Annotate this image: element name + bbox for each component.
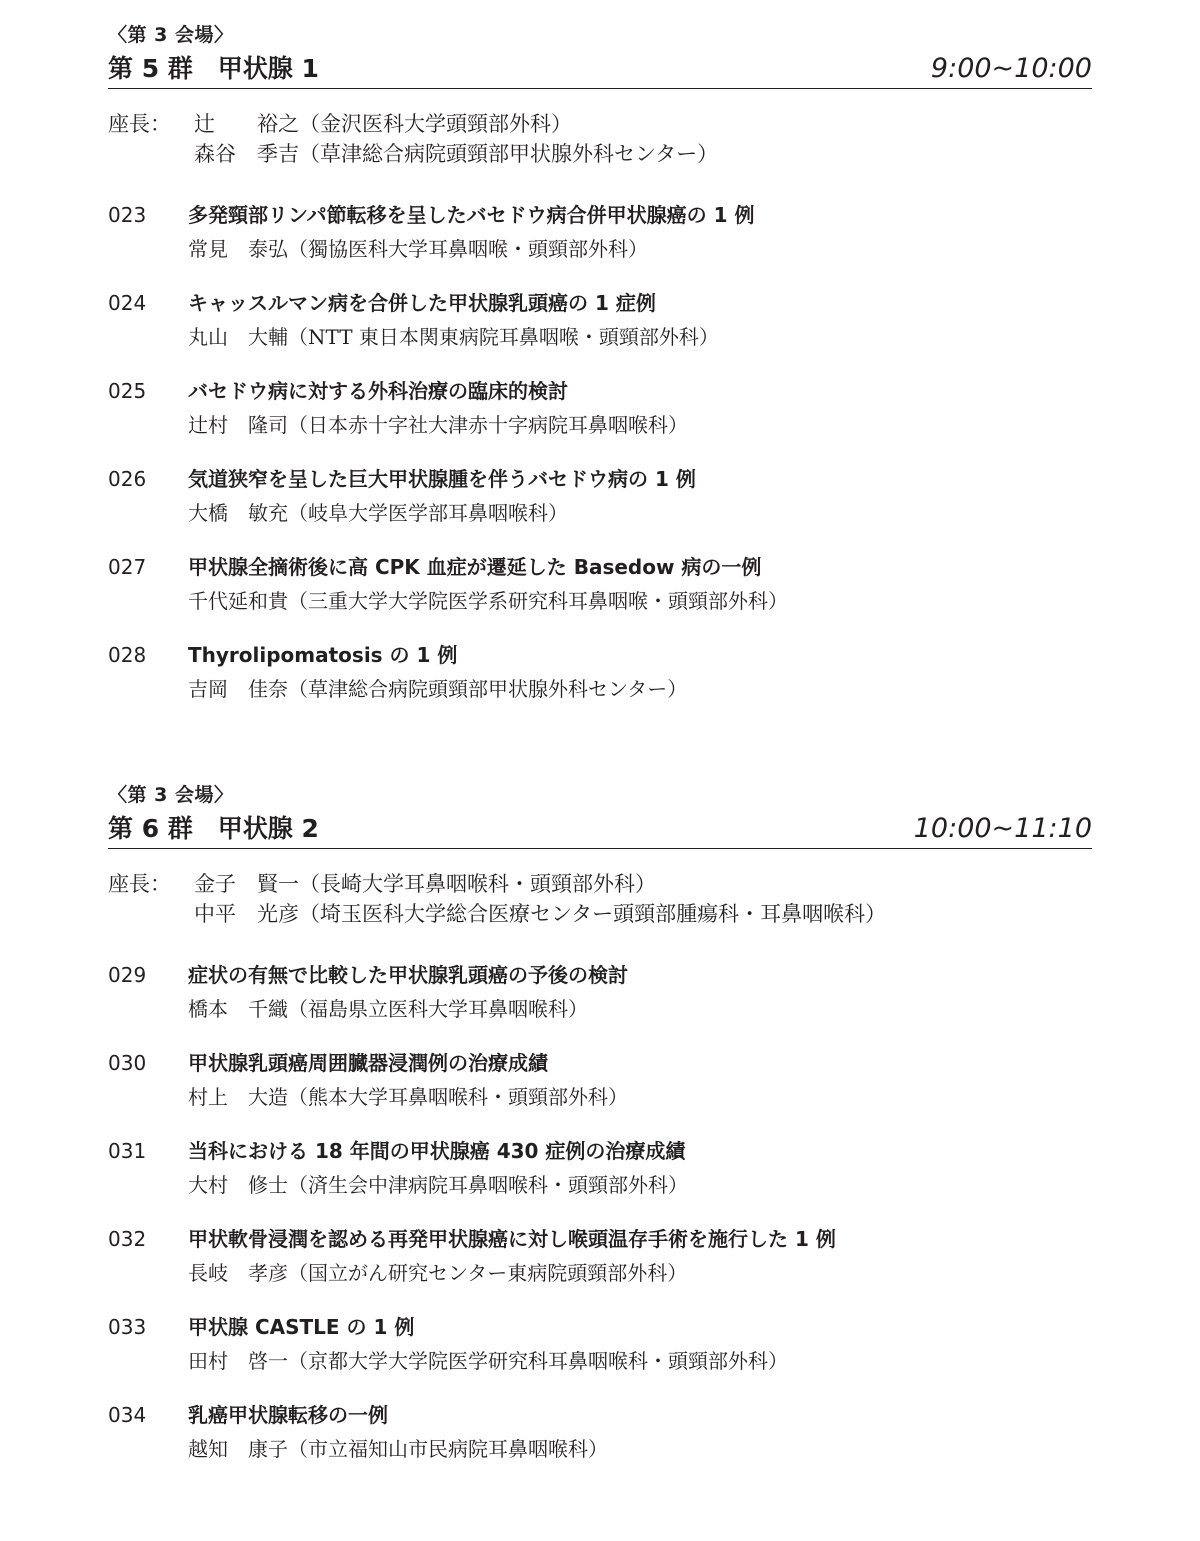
talk-title: キャッスルマン病を合併した甲状腺乳頭癌の 1 症例 [188, 291, 656, 315]
talk-item [108, 1136, 1092, 1224]
talk-author: 吉岡 佳奈（草津総合病院頭頸部甲状腺外科センター） [188, 677, 688, 701]
talk-number: 034 [108, 1403, 147, 1427]
talk-item [108, 1312, 1092, 1400]
talk-author: 越知 康子（市立福知山市民病院耳鼻咽喉科） [188, 1437, 608, 1461]
talk-number: 025 [108, 379, 147, 403]
session-time: 10:00~11:10 [913, 813, 1092, 844]
session-title: 第 5 群 甲状腺 1 [108, 54, 319, 83]
session-title: 第 6 群 甲状腺 2 [108, 814, 319, 843]
session-header [108, 48, 1092, 89]
chair-label: 座長： [108, 112, 171, 136]
venue-label: 〈第 3 会場〉 [108, 24, 234, 46]
chairperson: 金子 賢一（長崎大学耳鼻咽喉科・頭頸部外科） [194, 872, 656, 896]
talk-list [108, 200, 1092, 728]
venue-label: 〈第 3 会場〉 [108, 784, 234, 806]
talk-item [108, 960, 1092, 1048]
talk-item [108, 1048, 1092, 1136]
talk-author: 大村 修士（済生会中津病院耳鼻咽喉科・頭頸部外科） [188, 1173, 688, 1197]
talk-item [108, 200, 1092, 288]
talk-title: バセドウ病に対する外科治療の臨床的検討 [188, 379, 568, 403]
talk-item [108, 1400, 1092, 1488]
talk-number: 032 [108, 1227, 147, 1251]
talk-number: 027 [108, 555, 147, 579]
talk-author: 村上 大造（熊本大学耳鼻咽喉科・頭頸部外科） [188, 1085, 628, 1109]
talk-number: 033 [108, 1315, 147, 1339]
talk-list [108, 960, 1092, 1488]
talk-number: 024 [108, 291, 147, 315]
talk-item [108, 376, 1092, 464]
talk-title: 甲状腺乳頭癌周囲臓器浸潤例の治療成績 [188, 1051, 548, 1075]
talk-item [108, 1224, 1092, 1312]
talk-number: 031 [108, 1139, 147, 1163]
session-group-6 [108, 782, 1092, 1488]
talk-title: 甲状軟骨浸潤を認める再発甲状腺癌に対し喉頭温存手術を施行した 1 例 [188, 1227, 836, 1251]
talk-number: 029 [108, 963, 147, 987]
talk-number: 028 [108, 643, 147, 667]
talk-number: 030 [108, 1051, 147, 1075]
talk-author: 辻村 隆司（日本赤十字社大津赤十字病院耳鼻咽喉科） [188, 413, 688, 437]
talk-number: 026 [108, 467, 147, 491]
talk-title: 甲状腺全摘術後に高 CPK 血症が遷延した Basedow 病の一例 [188, 555, 762, 579]
chairperson: 中平 光彦（埼玉医科大学総合医療センター頭頸部腫瘍科・耳鼻咽喉科） [194, 902, 887, 926]
talk-author: 常見 泰弘（獨協医科大学耳鼻咽喉・頭頸部外科） [188, 237, 648, 261]
talk-title: 症状の有無で比較した甲状腺乳頭癌の予後の検討 [188, 963, 628, 987]
talk-item [108, 464, 1092, 552]
chairperson: 森谷 季吉（草津総合病院頭頸部甲状腺外科センター） [194, 142, 719, 166]
chairpersons [108, 869, 1092, 929]
talk-author: 千代延和貴（三重大学大学院医学系研究科耳鼻咽喉・頭頸部外科） [188, 589, 788, 613]
talk-title: 多発頸部リンパ節転移を呈したバセドウ病合併甲状腺癌の 1 例 [188, 203, 755, 227]
talk-number: 023 [108, 203, 147, 227]
session-group-5 [108, 22, 1092, 728]
talk-author: 田村 啓一（京都大学大学院医学研究科耳鼻咽喉科・頭頸部外科） [188, 1349, 788, 1373]
session-header [108, 808, 1092, 849]
talk-title: 気道狭窄を呈した巨大甲状腺腫を伴うバセドウ病の 1 例 [188, 467, 696, 491]
talk-title: 甲状腺 CASTLE の 1 例 [188, 1315, 415, 1339]
chairpersons [108, 109, 1092, 169]
talk-author: 大橋 敏充（岐阜大学医学部耳鼻咽喉科） [188, 501, 568, 525]
talk-author: 長岐 孝彦（国立がん研究センター東病院頭頸部外科） [188, 1261, 688, 1285]
chairperson: 辻 裕之（金沢医科大学頭頸部外科） [194, 112, 572, 136]
session-time: 9:00~10:00 [930, 53, 1092, 84]
chair-label: 座長： [108, 872, 171, 896]
talk-title: 当科における 18 年間の甲状腺癌 430 症例の治療成績 [188, 1139, 686, 1163]
talk-author: 丸山 大輔（NTT 東日本関東病院耳鼻咽喉・頭頸部外科） [188, 325, 719, 349]
talk-title: 乳癌甲状腺転移の一例 [188, 1403, 388, 1427]
talk-author: 橋本 千織（福島県立医科大学耳鼻咽喉科） [188, 997, 588, 1021]
talk-item [108, 288, 1092, 376]
talk-item [108, 552, 1092, 640]
talk-title: Thyrolipomatosis の 1 例 [188, 643, 458, 667]
talk-item [108, 640, 1092, 728]
